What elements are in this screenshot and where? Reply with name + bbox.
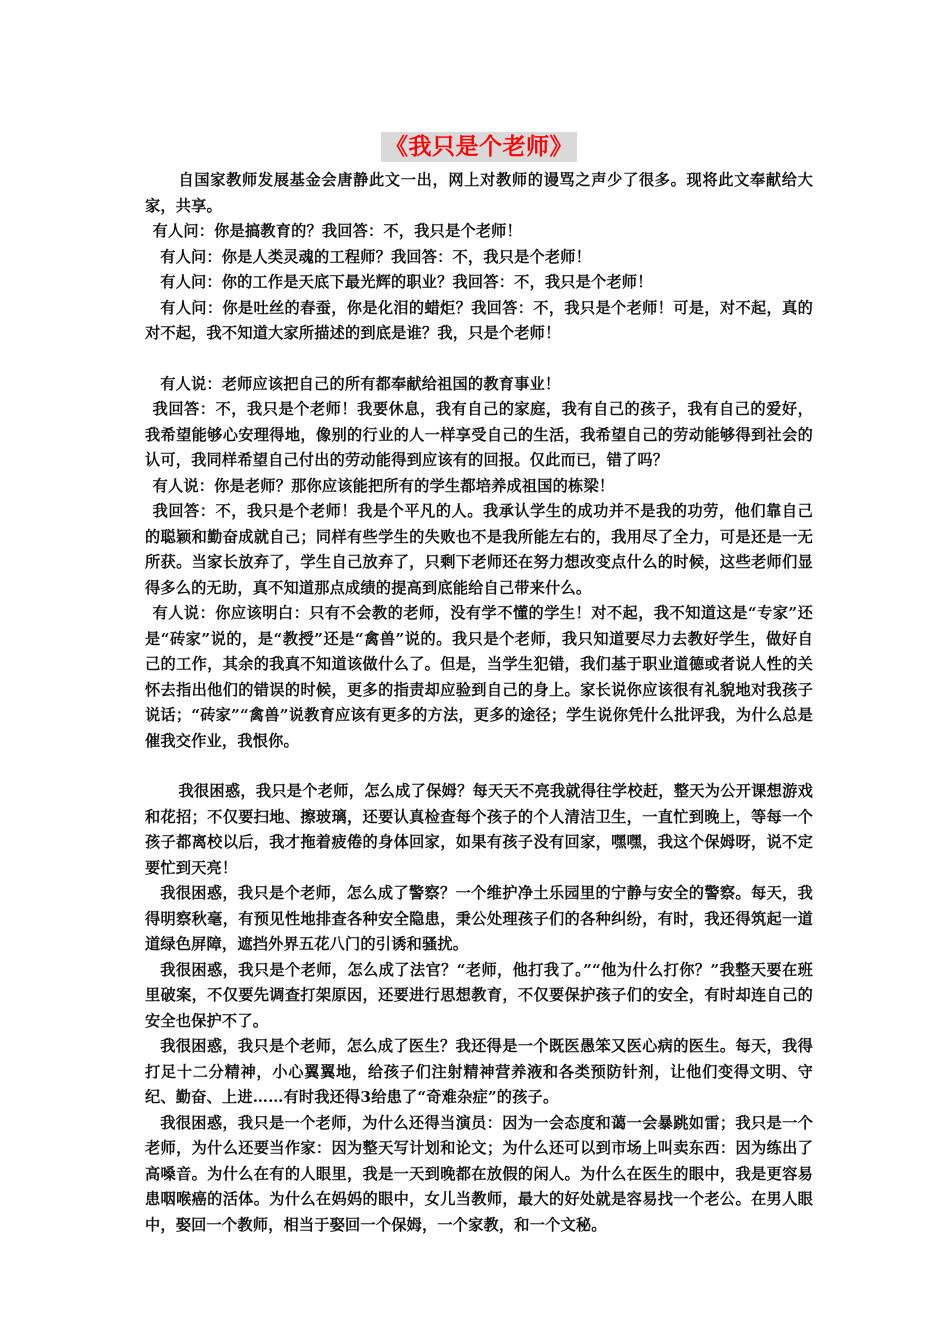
paragraph: 我很困惑，我只是个老师，怎么成了法官？“老师，他打我了。”“他为什么打你？”我整天要在班里破案，不仅要先调查打架原因，还要进行思想教育，不仅要保护孩子们的安全，有时却连自己的安全也保护不了。 bbox=[145, 960, 813, 1030]
paragraph: 我很困惑，我只是个老师，怎么成了警察？一个维护净土乐园里的宁静与安全的警察。每天，我得明察秋毫，有预见性地排查各种安全隐患，秉公处理孩子们的各种纠纷，有时，我还得筑起一道道绿色屏障，遮挡外界五花八门的引诱和骚扰。 bbox=[145, 884, 813, 953]
paragraph: 有人问：你的工作是天底下最光辉的职业？我回答：不，我只是个老师！ bbox=[160, 273, 653, 291]
paragraph-spacer bbox=[145, 754, 813, 779]
paragraph: 我回答：不，我只是个老师！我要休息，我有自己的家庭，我有自己的孩子，我有自己的爱好，我希望能够心安理得地，像别的行业的人一样享受自己的生活，我希望自己的劳动能够得到社会的认可，我同样希望自己付出的劳动能得到应该有的回报。仅此而已，错了吗？ bbox=[145, 400, 813, 469]
paragraph-spacer bbox=[145, 347, 813, 372]
paragraph: 我回答：不，我只是个老师！我是个平凡的人。我承认学生的成功并不是我的功劳，他们靠自己的聪颖和勤奋成就自己；同样有些学生的失败也不是我所能左右的，我用尽了全力，可是还是一无所获。当家长放弃了，学生自己放弃了，只剩下老师还在努力想改变点什么的时候，这些老师们显得多么的无助，真不知道那点成绩的提高到底能给自己带来什么。 bbox=[145, 502, 813, 597]
document-title: 《我只是个老师》 bbox=[381, 132, 577, 162]
paragraph: 我很困惑，我只是一个老师，为什么还得当演员：因为一会态度和蔼一会暴跳如雷；我只是一个老师，为什么还要当作家：因为整天写计划和论文；为什么还可以到市场上叫卖东西：因为练出了高嗓音。为什么在有的人眼里，我是一天到晚都在放假的闲人。为什么在医生的眼中，我是更容易患咽喉癌的活体。为什么在妈妈的眼中，女儿当教师，最大的好处就是容易找一个老公。在男人眼中，娶回一个教师，相当于娶回一个保姆，一个家教，和一个文秘。 bbox=[145, 1113, 813, 1234]
title-wrap bbox=[145, 132, 813, 162]
paragraph: 自国家教师发展基金会唐静此文一出，网上对教师的谩骂之声少了很多。现将此文奉献给大家，共享。 bbox=[145, 171, 813, 215]
paragraph: 我很困惑，我只是个老师，怎么成了医生？我还得是一个既医愚笨又医心病的医生。每天，我得打足十二分精神，小心翼翼地，给孩子们注射精神营养液和各类预防针剂，让他们变得文明、守纪、勤奋、上进……有时我还得3给患了“奇难杂症”的孩子。 bbox=[145, 1037, 813, 1106]
paragraph: 有人说：你应该明白：只有不会教的老师，没有学不懂的学生！对不起，我不知道这是“专家”还是“砖家”说的，是“教授”还是“禽兽”说的。我只是个老师，我只知道要尽力去教好学生，做好自己的工作，其余的我真不知道该做什么了。但是，当学生犯错，我们基于职业道德或者说人性的关怀去指出他们的错误的时候，更多的指责却应验到自己的身上。家长说你应该很有礼貌地对我孩子说话；“砖家”“禽兽”说教育应该有更多的方法，更多的途径；学生说你凭什么批评我，为什么总是催我交作业，我恨你。 bbox=[145, 604, 813, 750]
paragraph: 有人问：你是搞教育的？我回答：不，我只是个老师！ bbox=[152, 222, 522, 240]
paragraph: 我很困惑，我只是个老师，怎么成了保姆？每天天不亮我就得往学校赶，整天为公开课想游戏和花招；不仅要扫地、擦玻璃，还要认真检查每个孩子的个人清洁卫生，一直忙到晚上，等每一个孩子都离校以后，我才拖着疲倦的身体回家，如果有孩子没有回家，嘿嘿，我这个保姆呀，说不定要忙到天亮！ bbox=[145, 782, 813, 877]
paragraph: 有人说：你是老师？那你应该能把所有的学生都培养成祖国的栋梁！ bbox=[152, 476, 615, 495]
document-body bbox=[145, 168, 813, 1238]
paragraph: 有人问：你是吐丝的春蚕，你是化泪的蜡炬？我回答：不，我只是个老师！可是，对不起，真的对不起，我不知道大家所描述的到底是谁？我，只是个老师！ bbox=[145, 298, 813, 342]
document-page bbox=[145, 132, 813, 1238]
paragraph: 有人问：你是人类灵魂的工程师？我回答：不，我只是个老师！ bbox=[160, 247, 592, 266]
paragraph: 有人说：老师应该把自己的所有都奉献给祖国的教育事业！ bbox=[160, 374, 561, 393]
